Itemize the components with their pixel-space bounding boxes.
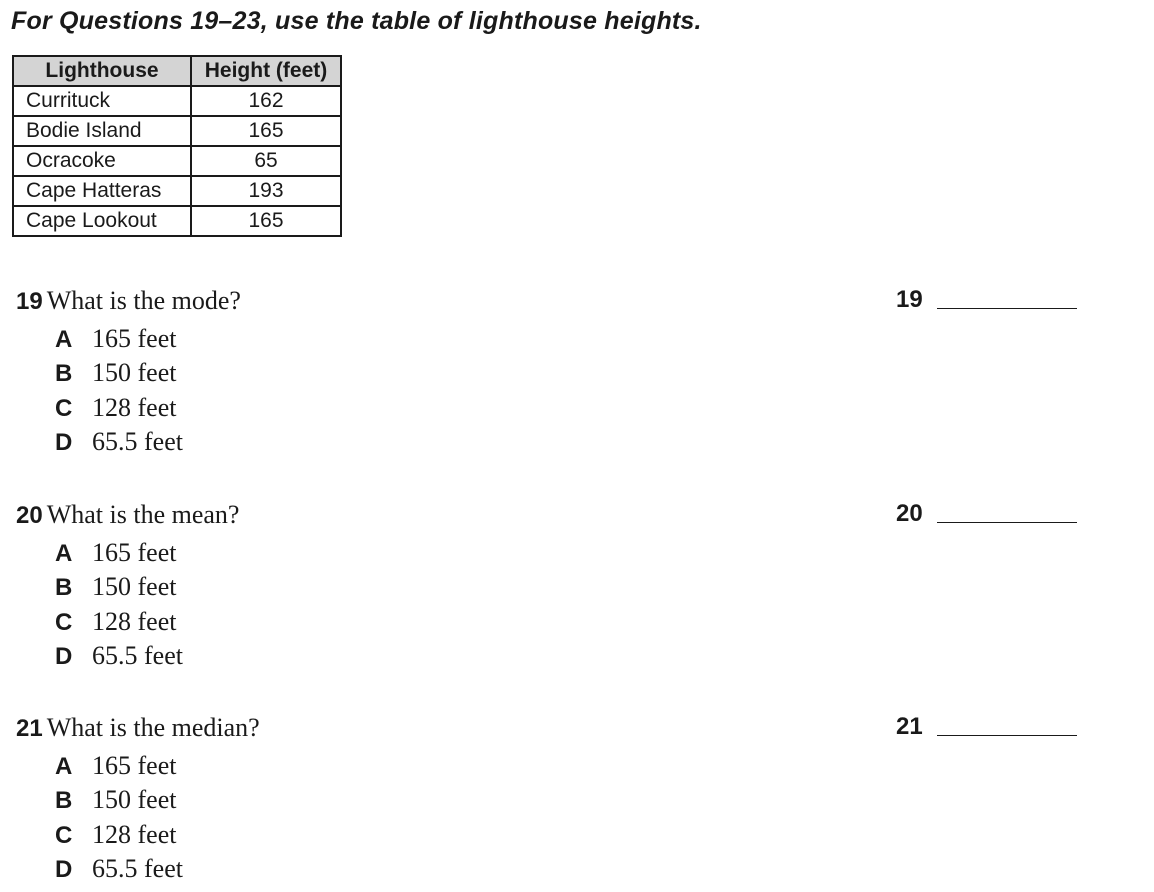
choice-d[interactable] xyxy=(55,639,1086,673)
choice-letter: A xyxy=(55,540,73,567)
height-cell: 165 xyxy=(191,116,341,146)
answer-choices xyxy=(55,536,1086,673)
answer-line[interactable] xyxy=(937,734,1077,736)
table-row xyxy=(13,206,341,236)
choice-letter: D xyxy=(55,642,73,670)
choice-a[interactable] xyxy=(55,536,1086,570)
question-stem xyxy=(16,713,1086,743)
choice-text: 150 feet xyxy=(92,358,177,388)
table-row xyxy=(13,86,341,116)
column-header-height: Height (feet) xyxy=(191,56,341,86)
answer-blank-20[interactable] xyxy=(896,500,1077,528)
choice-letter: D xyxy=(55,855,73,883)
answer-blank-19[interactable] xyxy=(896,286,1077,314)
answer-blank-21[interactable] xyxy=(896,713,1077,741)
choice-text: 128 feet xyxy=(92,606,177,636)
question-number: 19 xyxy=(16,288,43,315)
choice-text: 128 feet xyxy=(92,392,177,422)
question-text: What is the mean? xyxy=(46,500,240,529)
choice-c[interactable] xyxy=(55,391,1086,425)
answer-line[interactable] xyxy=(937,307,1077,309)
question-stem xyxy=(16,500,1086,530)
choice-letter: A xyxy=(55,326,73,353)
lighthouse-name-cell: Bodie Island xyxy=(13,116,191,146)
instructions-heading: For Questions 19–23, use the table of lighthouse heights. xyxy=(11,7,702,35)
question-21 xyxy=(16,713,1086,886)
choice-letter: C xyxy=(55,821,73,849)
lighthouse-name-cell: Currituck xyxy=(13,86,191,116)
choice-text: 150 feet xyxy=(92,572,177,602)
question-number: 20 xyxy=(16,502,43,529)
choice-letter: C xyxy=(55,394,73,422)
question-text: What is the mode? xyxy=(46,286,241,315)
answer-choices xyxy=(55,749,1086,886)
table-header-row xyxy=(13,56,341,86)
choice-text: 128 feet xyxy=(92,819,177,849)
lighthouse-name-cell: Ocracoke xyxy=(13,146,191,176)
choice-b[interactable] xyxy=(55,570,1086,604)
choice-c[interactable] xyxy=(55,818,1086,852)
answer-choices xyxy=(55,322,1086,459)
answer-number-label: 21 xyxy=(896,713,923,740)
choice-text: 165 feet xyxy=(92,324,177,353)
choice-text: 165 feet xyxy=(92,751,177,780)
question-stem xyxy=(16,286,1086,316)
question-20 xyxy=(16,500,1086,673)
choice-letter: B xyxy=(55,360,73,388)
choice-b[interactable] xyxy=(55,356,1086,390)
lighthouse-name-cell: Cape Lookout xyxy=(13,206,191,236)
table-row xyxy=(13,116,341,146)
answer-number-label: 19 xyxy=(896,286,923,313)
choice-a[interactable] xyxy=(55,322,1086,356)
choice-a[interactable] xyxy=(55,749,1086,783)
choice-letter: A xyxy=(55,753,73,780)
lighthouse-name-cell: Cape Hatteras xyxy=(13,176,191,206)
column-header-lighthouse: Lighthouse xyxy=(13,56,191,86)
choice-text: 65.5 feet xyxy=(92,640,183,670)
choice-letter: D xyxy=(55,428,73,456)
choice-d[interactable] xyxy=(55,852,1086,886)
choice-d[interactable] xyxy=(55,425,1086,459)
choice-b[interactable] xyxy=(55,783,1086,817)
answer-number-label: 20 xyxy=(896,500,923,527)
height-cell: 65 xyxy=(191,146,341,176)
choice-letter: B xyxy=(55,787,73,815)
table-row xyxy=(13,146,341,176)
choice-letter: B xyxy=(55,574,73,602)
height-cell: 165 xyxy=(191,206,341,236)
question-number: 21 xyxy=(16,715,43,742)
table-row xyxy=(13,176,341,206)
height-cell: 193 xyxy=(191,176,341,206)
question-text: What is the median? xyxy=(46,713,260,742)
choice-text: 165 feet xyxy=(92,538,177,567)
question-19 xyxy=(16,286,1086,459)
answer-line[interactable] xyxy=(937,521,1077,523)
choice-text: 150 feet xyxy=(92,785,177,815)
height-cell: 162 xyxy=(191,86,341,116)
lighthouse-heights-table xyxy=(12,55,342,237)
choice-letter: C xyxy=(55,608,73,636)
choice-text: 65.5 feet xyxy=(92,853,183,883)
choice-c[interactable] xyxy=(55,605,1086,639)
choice-text: 65.5 feet xyxy=(92,426,183,456)
